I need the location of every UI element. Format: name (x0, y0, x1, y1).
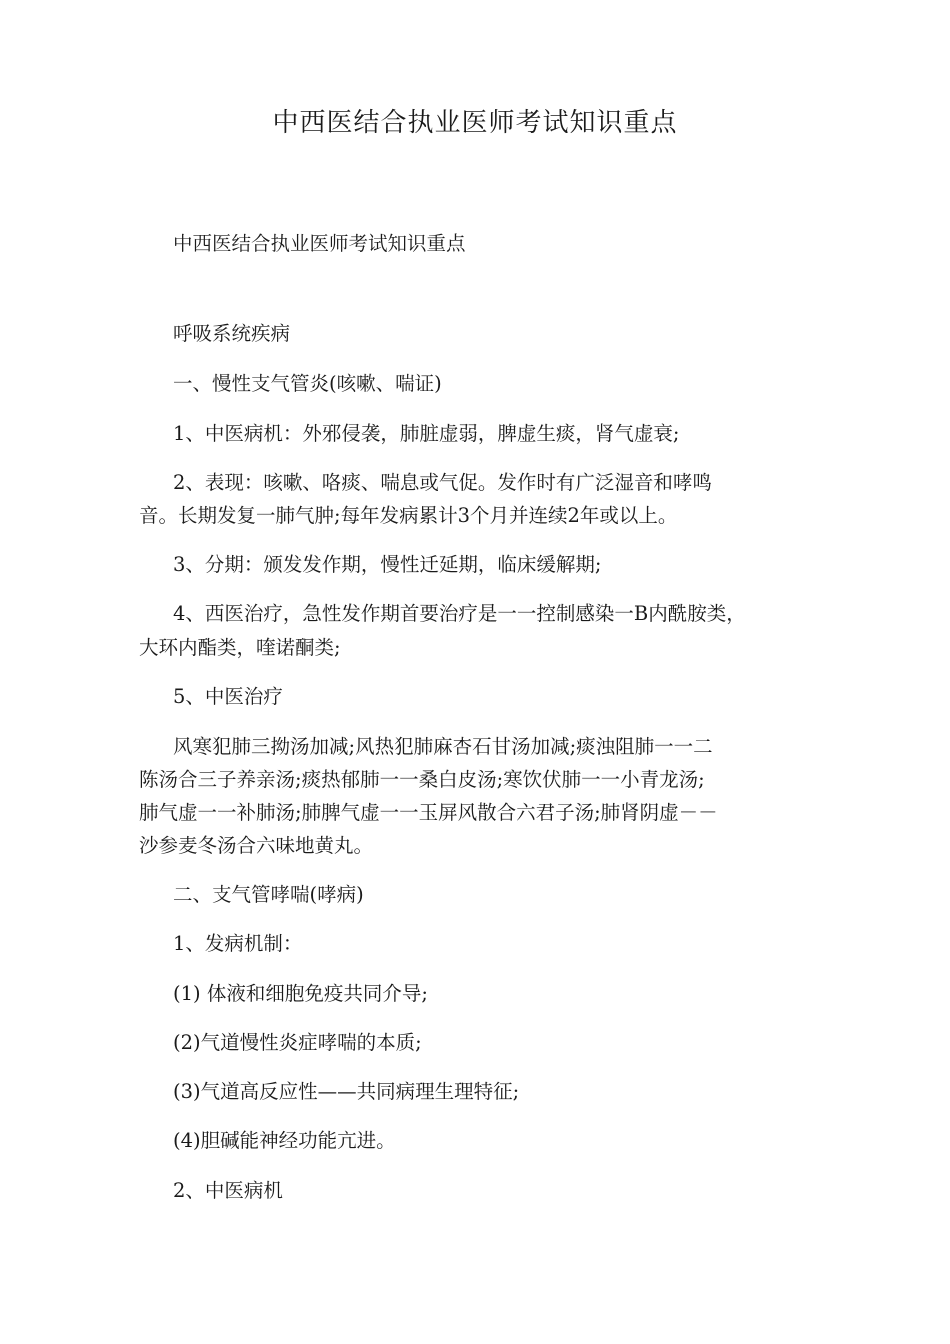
list-item: (3)气道高反应性——共同病理生理特征; (173, 1080, 520, 1103)
paragraph-line: 大环内酯类，喹诺酮类; (139, 636, 341, 659)
paragraph-line: 沙参麦冬汤合六味地黄丸。 (139, 834, 374, 857)
subsection-heading: 一、慢性支气管炎(咳嗽、喘证) (173, 372, 442, 395)
paragraph-line: 陈汤合三子养亲汤;痰热郁肺一一桑白皮汤;寒饮伏肺一一小青龙汤; (139, 768, 705, 791)
paragraph-line: 4、西医治疗，急性发作期首要治疗是一一控制感染一B内酰胺类， (173, 602, 746, 625)
paragraph-line: 1、中医病机：外邪侵袭，肺脏虚弱，脾虚生痰，肾气虚衰; (173, 422, 680, 445)
document-title: 中西医结合执业医师考试知识重点 (272, 108, 678, 138)
paragraph-line: 风寒犯肺三拗汤加减;风热犯肺麻杏石甘汤加减;痰浊阻肺一一二 (173, 735, 713, 758)
paragraph-line: 肺气虚一一补肺汤;肺脾气虚一一玉屏风散合六君子汤;肺肾阴虚－－ (139, 801, 718, 824)
subsection-heading: 二、支气管哮喘(哮病) (173, 883, 364, 906)
paragraph-line: 2、中医病机 (173, 1179, 283, 1202)
paragraph-line: 2、表现：咳嗽、咯痰、喘息或气促。发作时有广泛湿音和哮鸣 (173, 471, 712, 494)
section-heading: 呼吸系统疾病 (173, 322, 291, 345)
paragraph-line: 1、发病机制： (173, 932, 303, 955)
list-item: (1) 体液和细胞免疫共同介导; (173, 982, 428, 1005)
list-item: (4)胆碱能神经功能亢进。 (173, 1129, 396, 1152)
paragraph-line: 5、中医治疗 (173, 685, 283, 708)
paragraph-line: 音。长期发复一肺气肿;每年发病累计3个月并连续2年或以上。 (139, 504, 678, 527)
list-item: (2)气道慢性炎症哮喘的本质; (173, 1031, 422, 1054)
subtitle-line: 中西医结合执业医师考试知识重点 (173, 232, 466, 255)
paragraph-line: 3、分期：颁发发作期，慢性迁延期，临床缓解期; (173, 553, 602, 576)
